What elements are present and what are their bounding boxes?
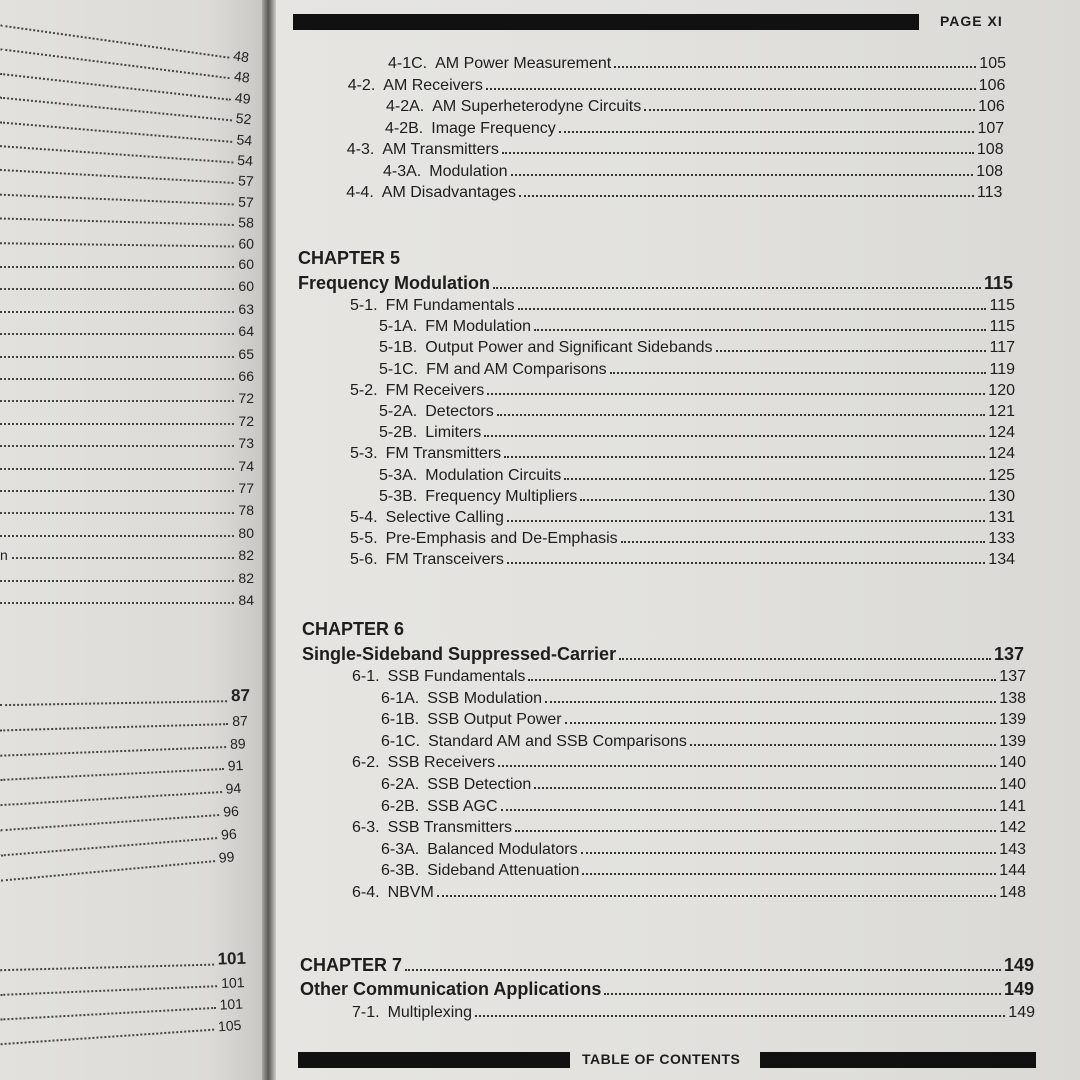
dot-leader: [0, 399, 234, 402]
section-number: 6-2A.: [381, 776, 420, 793]
chapter-heading: CHAPTER 6: [302, 619, 405, 639]
page-number: 125: [988, 466, 1015, 484]
section-title: Sideband Attenuation: [427, 862, 580, 880]
left-page-number: 96: [220, 825, 238, 843]
section-title: SSB Fundamentals: [387, 668, 526, 685]
dot-leader: [528, 679, 996, 681]
dot-leader: [0, 217, 234, 227]
section-number: 5-3B.: [379, 487, 418, 505]
toc-entry: [379, 335, 1015, 357]
entry-label: [381, 711, 562, 729]
entry-label: [350, 551, 504, 569]
section-number: 5-3.: [350, 445, 378, 463]
section-title: Image Frequency: [431, 119, 556, 137]
section-number: 5-1A.: [379, 318, 418, 336]
left-page-toc-row: [0, 319, 254, 339]
page-number: 105: [979, 55, 1006, 72]
entry-label: [350, 297, 515, 315]
dot-leader: [501, 809, 997, 811]
entry-label: [379, 488, 577, 506]
dot-leader: [0, 722, 228, 731]
page-label: PAGE XI: [940, 13, 1003, 29]
dot-leader: [0, 444, 234, 447]
left-page-number: 63: [238, 300, 254, 317]
left-page-toc-row: [0, 228, 254, 252]
left-page-number: 57: [237, 193, 255, 211]
section-number: 5-1C.: [379, 360, 419, 378]
section-title: FM Fundamentals: [385, 297, 515, 314]
toc-entry: [350, 293, 1015, 315]
dot-leader: [614, 66, 976, 68]
section-number: 6-4.: [352, 884, 380, 901]
dot-leader: [621, 541, 986, 543]
section-number: 5-6.: [350, 551, 378, 569]
toc-entry: [381, 686, 1026, 708]
toc-entry: [350, 526, 1015, 548]
section-title: SSB Transmitters: [387, 819, 513, 837]
dot-leader: [690, 744, 996, 746]
section-number: 5-3A.: [379, 466, 418, 484]
left-page-toc-row: [0, 431, 254, 451]
entry-label: [381, 733, 687, 751]
entry-label: [379, 318, 531, 336]
chapter-title: Frequency Modulation: [298, 273, 491, 293]
dot-leader: [0, 310, 234, 313]
toc-entry: [379, 314, 1015, 336]
entry-label: [381, 776, 531, 794]
left-page-number: 82: [238, 547, 254, 564]
section-number: 5-2.: [350, 381, 378, 399]
page-number: 140: [999, 754, 1026, 772]
left-page-number: 99: [218, 847, 236, 866]
left-page-toc-row: [0, 521, 254, 541]
page-number: 140: [999, 776, 1026, 793]
dot-leader: [507, 520, 985, 522]
dot-leader: [0, 511, 234, 514]
left-page-number: 58: [238, 214, 255, 231]
dot-leader: [0, 963, 214, 972]
dot-leader: [487, 393, 985, 395]
section-title: Frequency Multipliers: [425, 487, 578, 505]
section-number: 5-2A.: [379, 403, 418, 420]
chapter-title: Single-Sideband Suppressed-Carrier: [302, 644, 617, 664]
section-title: SSB Detection: [427, 776, 532, 793]
dot-leader: [0, 265, 234, 268]
dot-leader: [504, 456, 985, 458]
section-number: 5-2B.: [379, 424, 418, 442]
entry-label: [352, 668, 525, 686]
left-page-number: 91: [227, 757, 244, 775]
left-page-toc-row: [0, 454, 254, 474]
left-page: [0, 0, 262, 1080]
section-number: 4-2B.: [385, 119, 424, 137]
page-number: 106: [978, 98, 1005, 115]
toc-entry: [386, 94, 1005, 116]
entry-label: [352, 754, 495, 772]
toc-entry: [379, 399, 1015, 421]
page-number: 149: [1008, 1004, 1035, 1021]
dot-leader: [518, 308, 987, 310]
chapter-title: CHAPTER 7: [300, 955, 403, 975]
dot-leader: [0, 467, 234, 470]
entry-label: [385, 120, 556, 138]
dot-leader: [0, 601, 234, 604]
page-number: 107: [977, 119, 1005, 137]
toc-entry: [381, 858, 1026, 880]
left-page-number: 57: [237, 172, 255, 190]
dot-leader: [610, 372, 987, 374]
section-title: Pre-Emphasis and De-Emphasis: [385, 530, 618, 548]
dot-leader: [545, 701, 996, 703]
toc-entry: [352, 1000, 1035, 1022]
dot-leader: [0, 355, 234, 358]
entry-label: [386, 98, 641, 116]
page-number: 119: [989, 360, 1015, 378]
dot-leader: [0, 377, 234, 380]
left-page-number: 54: [236, 151, 254, 169]
page-number: 124: [988, 424, 1015, 442]
section-number: 6-3B.: [381, 862, 420, 880]
dot-leader: [484, 435, 985, 437]
section-title: SSB Receivers: [387, 754, 496, 772]
toc-entry: [347, 137, 1004, 159]
entry-label: [348, 77, 483, 95]
left-page-toc-row: [0, 297, 254, 317]
section-number: 5-1.: [350, 297, 378, 314]
dot-leader: [582, 873, 996, 875]
entry-label: [381, 798, 498, 816]
page-number: 144: [999, 862, 1026, 880]
dot-leader: [534, 787, 996, 789]
section-number: 4-3.: [346, 141, 375, 158]
chapter-title: Other Communication Applications: [300, 979, 602, 999]
entry-label: [346, 184, 516, 202]
page-number: 134: [988, 551, 1015, 569]
dot-leader: [644, 109, 975, 111]
toc-entry: [350, 505, 1015, 527]
left-page-toc-row: [0, 566, 254, 586]
toc-entry: [352, 750, 1026, 772]
left-page-number: 72: [238, 390, 254, 407]
chapter-page-number: 149: [1003, 979, 1034, 999]
section-title: FM Receivers: [385, 381, 485, 399]
dot-leader: [0, 1028, 214, 1046]
section-title: Limiters: [425, 424, 482, 442]
left-page-number: 65: [238, 345, 254, 362]
left-page-number: 72: [238, 412, 254, 429]
section-title: Modulation Circuits: [425, 466, 562, 484]
dot-leader: [716, 350, 987, 352]
section-title: FM Transceivers: [385, 551, 504, 569]
left-page-number: 73: [238, 435, 254, 452]
entry-label: [350, 530, 618, 548]
dot-leader: [498, 765, 996, 767]
left-page-toc-row: [0, 409, 254, 429]
left-page-number: 105: [217, 1016, 242, 1035]
dot-leader: [534, 329, 986, 331]
chapter-page-number: 137: [993, 644, 1024, 664]
toc-entry: [379, 463, 1015, 485]
dot-leader: [559, 131, 975, 133]
section-title: AM Superheterodyne Circuits: [432, 98, 642, 115]
dot-leader: [580, 499, 985, 501]
section-number: 6-3A.: [381, 840, 420, 858]
page-number: 108: [976, 141, 1004, 158]
left-page-number: 101: [220, 974, 245, 992]
entry-label: [350, 509, 504, 527]
footer-label: TABLE OF CONTENTS: [582, 1051, 741, 1067]
section-title: FM Modulation: [425, 318, 532, 336]
page-number: 121: [988, 403, 1015, 420]
dot-leader: [0, 489, 234, 492]
left-page-toc-row: [0, 364, 254, 384]
page-number: 142: [999, 819, 1026, 837]
toc-entry: [381, 837, 1026, 859]
dot-leader: [511, 174, 974, 176]
chapter-title-row: [300, 952, 1034, 976]
section-title: FM and AM Comparisons: [426, 360, 607, 378]
page-number: 130: [988, 487, 1015, 505]
section-title: AM Receivers: [383, 76, 483, 94]
dot-leader: [0, 699, 227, 706]
toc-entry: [350, 378, 1015, 400]
left-page-toc-row: [0, 476, 254, 496]
left-page-number: 74: [238, 457, 254, 474]
left-page-number: 64: [238, 323, 254, 340]
page-number: 108: [976, 162, 1003, 180]
dot-leader: [497, 414, 986, 416]
section-title: NBVM: [387, 884, 434, 901]
dot-leader: [564, 478, 985, 480]
section-number: 4-2.: [347, 76, 376, 94]
dot-leader: [581, 852, 997, 854]
toc-entry: [388, 51, 1006, 73]
section-number: 5-1B.: [379, 339, 418, 357]
entry-label: [352, 1004, 472, 1022]
left-page-toc-row: [0, 252, 254, 272]
dot-leader: [515, 830, 996, 832]
left-page-number: 87: [230, 685, 251, 706]
left-page-number: 101: [217, 948, 247, 969]
toc-entry: [385, 116, 1004, 138]
page-number: 115: [989, 318, 1015, 336]
dot-leader: [619, 658, 991, 660]
entry-label: [352, 819, 512, 837]
dot-leader: [12, 556, 235, 559]
entry-label: [350, 445, 501, 463]
dot-leader: [0, 241, 234, 247]
left-page-number: 60: [238, 256, 254, 272]
left-page-number: 48: [232, 47, 251, 66]
page-number: 139: [999, 711, 1026, 729]
left-page-number: 87: [232, 712, 249, 729]
left-page-number: 60: [238, 235, 255, 252]
dot-leader: [486, 88, 976, 90]
left-page-number: 54: [235, 130, 253, 149]
section-number: 4-1C.: [388, 55, 428, 72]
chapter-heading: CHAPTER 5: [298, 248, 401, 268]
toc-entry: [381, 772, 1026, 794]
left-page-number: 80: [238, 524, 254, 541]
toc-entry: [350, 441, 1015, 463]
page-number: 141: [999, 797, 1026, 815]
entry-label: [379, 403, 494, 421]
dot-leader: [0, 192, 234, 205]
entry-label: [379, 467, 561, 485]
section-number: 5-4.: [350, 509, 378, 526]
section-number: 6-2.: [352, 754, 380, 772]
section-title: Detectors: [425, 403, 494, 420]
toc-entry: [379, 484, 1015, 506]
dot-leader: [437, 895, 996, 897]
left-page-number: 52: [235, 110, 253, 128]
left-page-toc-row: [0, 342, 254, 362]
toc-entry: [381, 729, 1026, 751]
section-title: Multiplexing: [387, 1004, 473, 1021]
page-number: 148: [999, 884, 1026, 901]
dot-leader: [0, 422, 234, 425]
left-page-number: 96: [222, 802, 240, 820]
left-page-number: 94: [225, 780, 242, 797]
section-number: 6-1B.: [381, 711, 420, 729]
footer-rule-right: [760, 1052, 1036, 1068]
section-title: Selective Calling: [385, 509, 504, 526]
left-page-number: 48: [233, 68, 251, 87]
toc-entry: [383, 159, 1003, 181]
page-number: 124: [988, 445, 1015, 463]
dot-leader: [507, 562, 985, 564]
toc-entry: [381, 707, 1026, 729]
entry-label: [379, 339, 713, 357]
dot-leader: [519, 195, 974, 197]
entry-label: [379, 424, 481, 442]
left-page-number: 66: [238, 368, 254, 384]
section-number: 6-1A.: [381, 689, 420, 707]
footer-rule-left: [298, 1052, 570, 1068]
section-title: AM Disadvantages: [381, 184, 517, 201]
left-page-toc-row: [0, 543, 254, 563]
section-title: AM Power Measurement: [435, 55, 612, 72]
left-page-entry-fragment: n: [0, 547, 8, 564]
section-title: FM Transmitters: [385, 445, 502, 463]
section-title: AM Transmitters: [382, 141, 499, 158]
dot-leader: [475, 1015, 1005, 1017]
dot-leader: [0, 287, 234, 290]
page-number: 120: [988, 381, 1015, 399]
page-number: 137: [999, 668, 1026, 685]
chapter-page-number: 115: [983, 273, 1013, 293]
chapter-title-row: [300, 976, 1034, 1000]
toc-entry: [379, 357, 1015, 379]
section-number: 6-1.: [352, 668, 380, 685]
page-number: 117: [989, 339, 1015, 357]
dot-leader: [565, 722, 997, 724]
dot-leader: [493, 287, 981, 289]
left-page-number: 84: [238, 592, 254, 608]
left-page-number: 101: [219, 995, 244, 1013]
page-number: 143: [999, 840, 1026, 858]
book-gutter: [262, 0, 276, 1080]
toc-entry: [352, 664, 1026, 686]
dot-leader: [0, 579, 234, 582]
toc-entry: [348, 73, 1006, 95]
page-number: 106: [978, 76, 1006, 94]
section-title: SSB Modulation: [427, 689, 542, 707]
section-number: 6-3.: [352, 819, 380, 837]
section-number: 4-2A.: [386, 98, 425, 115]
section-title: Output Power and Significant Sidebands: [425, 339, 713, 357]
dot-leader: [604, 993, 1001, 995]
entry-label: [379, 361, 607, 379]
chapter-page-number: 149: [1003, 955, 1034, 975]
entry-label: [352, 884, 434, 902]
left-page-toc-row: [0, 686, 250, 710]
chapter-title-row: [298, 270, 1013, 294]
entry-label: [381, 862, 579, 880]
left-page-number: 49: [234, 89, 252, 107]
entry-label: [381, 690, 542, 708]
section-title: Balanced Modulators: [427, 840, 578, 858]
page-number: 139: [999, 732, 1026, 750]
entry-label: [388, 55, 611, 73]
page-number: 133: [988, 530, 1015, 548]
page-number: 131: [988, 509, 1015, 526]
toc-entry: [381, 794, 1026, 816]
section-number: 4-4.: [346, 184, 374, 201]
left-page-number: 60: [238, 278, 254, 295]
left-page-number: 77: [238, 480, 254, 496]
section-title: SSB AGC: [427, 797, 498, 815]
left-page-toc-row: [0, 386, 254, 406]
section-number: 5-5.: [350, 530, 378, 548]
section-number: 7-1.: [352, 1004, 380, 1021]
left-page-toc-row: [0, 588, 254, 608]
section-number: 6-2B.: [381, 797, 420, 815]
section-number: 4-3A.: [383, 162, 422, 180]
section-title: Modulation: [429, 162, 508, 180]
dot-leader: [502, 152, 974, 154]
page-number: 113: [976, 184, 1003, 201]
toc-entry: [379, 420, 1015, 442]
dot-leader: [1, 859, 215, 881]
chapter-title-row: [302, 641, 1024, 665]
left-page-number: 82: [238, 569, 254, 586]
left-page-number: 89: [229, 734, 246, 752]
toc-entry: [352, 880, 1026, 902]
entry-label: [383, 163, 508, 181]
page-number: 138: [999, 689, 1026, 707]
left-page-toc-row: [0, 708, 248, 735]
dot-leader: [0, 534, 234, 537]
left-page-number: 78: [238, 502, 254, 519]
entry-label: [381, 841, 578, 859]
section-title: Standard AM and SSB Comparisons: [428, 732, 687, 750]
dot-leader: [405, 969, 1001, 971]
section-number: 6-1C.: [381, 732, 421, 750]
toc-entry: [350, 547, 1015, 569]
toc-entry: [346, 180, 1002, 202]
header-rule: [293, 14, 919, 30]
page-number: 115: [989, 297, 1015, 314]
entry-label: [350, 382, 484, 400]
toc-entry: [352, 815, 1026, 837]
dot-leader: [0, 332, 234, 335]
left-page-toc-row: [0, 274, 254, 294]
section-title: SSB Output Power: [427, 711, 562, 729]
entry-label: [347, 141, 499, 159]
left-page-toc-row: [0, 498, 254, 518]
